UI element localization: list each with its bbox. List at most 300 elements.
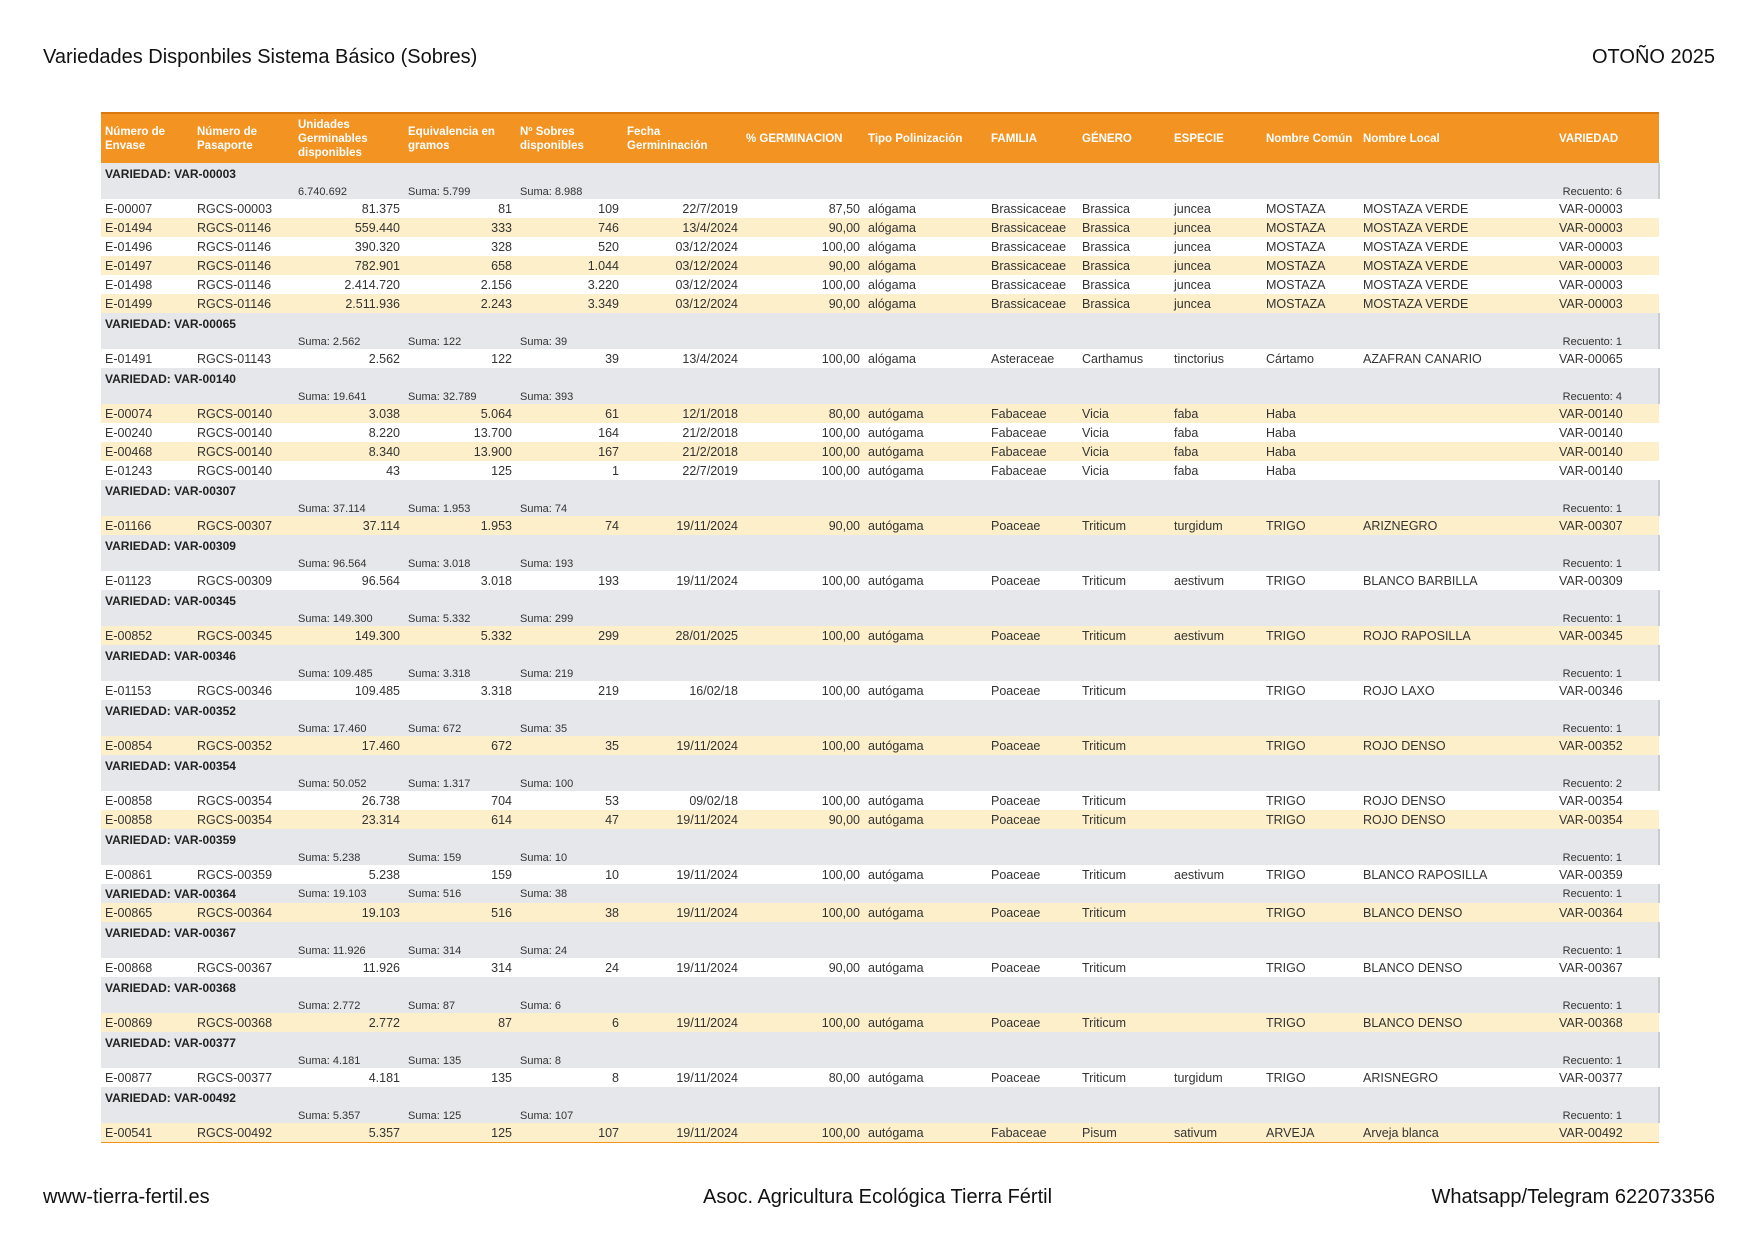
table-cell: 22/7/2019 — [623, 461, 742, 480]
table-cell: RGCS-00368 — [193, 1013, 294, 1032]
table-cell: 3.349 — [516, 294, 623, 313]
table-cell: juncea — [1170, 218, 1262, 237]
table-cell: 53 — [516, 791, 623, 810]
table-cell: TRIGO — [1262, 810, 1359, 829]
group-sums-row — [101, 847, 1659, 865]
table-cell — [1170, 736, 1262, 755]
group-count: Recuento: 1 — [1555, 884, 1659, 903]
table-cell — [1170, 958, 1262, 977]
table-cell: MOSTAZA VERDE — [1359, 294, 1555, 313]
table-cell: 3.318 — [404, 681, 516, 700]
group-spacer — [101, 847, 294, 865]
group-sum-envelopes: Suma: 107 — [516, 1105, 623, 1123]
group-sum-grams: Suma: 32.789 — [404, 386, 516, 404]
table-cell: Brassica — [1078, 256, 1170, 275]
table-row — [101, 810, 1659, 829]
group-title-row — [101, 368, 1659, 386]
table-cell: RGCS-00377 — [193, 1068, 294, 1087]
table-cell: RGCS-00354 — [193, 791, 294, 810]
table-cell: TRIGO — [1262, 571, 1359, 590]
table-cell: 90,00 — [742, 294, 864, 313]
table-cell: autógama — [864, 903, 987, 922]
group-sums-row — [101, 663, 1659, 681]
table-row — [101, 442, 1659, 461]
table-cell: 16/02/18 — [623, 681, 742, 700]
table-cell: juncea — [1170, 294, 1262, 313]
table-cell: Haba — [1262, 404, 1359, 423]
table-cell: 2.562 — [294, 349, 404, 368]
table-cell: Fabaceae — [987, 404, 1078, 423]
table-cell: 219 — [516, 681, 623, 700]
table-row — [101, 516, 1659, 535]
group-title-row — [101, 313, 1659, 331]
table-cell: 39 — [516, 349, 623, 368]
group-sums-row — [101, 773, 1659, 791]
group-title: VARIEDAD: VAR-00065 — [101, 313, 1555, 331]
col-header-fecha: Fecha Germininación — [623, 113, 742, 163]
table-cell — [1359, 404, 1555, 423]
table-cell: 19/11/2024 — [623, 1068, 742, 1087]
group-title-row — [101, 590, 1659, 608]
table-cell: 19/11/2024 — [623, 1123, 742, 1143]
group-sum-grams: Suma: 87 — [404, 995, 516, 1013]
group-title: VARIEDAD: VAR-00364 — [101, 884, 294, 903]
group-sums-row — [101, 995, 1659, 1013]
table-cell: Brassica — [1078, 199, 1170, 218]
group-sum-grams: Suma: 3.318 — [404, 663, 516, 681]
table-cell: alógama — [864, 294, 987, 313]
group-spacer — [101, 498, 294, 516]
group-title-edge — [1555, 977, 1659, 995]
group-title-row — [101, 535, 1659, 553]
table-cell: 746 — [516, 218, 623, 237]
table-cell: E-01494 — [101, 218, 193, 237]
group-sum-grams: Suma: 135 — [404, 1050, 516, 1068]
table-cell: juncea — [1170, 256, 1262, 275]
table-cell: 03/12/2024 — [623, 256, 742, 275]
table-row — [101, 294, 1659, 313]
table-cell: VAR-00065 — [1555, 349, 1659, 368]
table-cell: ARVEJA — [1262, 1123, 1359, 1143]
table-cell: autógama — [864, 404, 987, 423]
table-cell: 100,00 — [742, 1013, 864, 1032]
table-cell: 74 — [516, 516, 623, 535]
table-cell: Poaceae — [987, 626, 1078, 645]
table-cell: 21/2/2018 — [623, 442, 742, 461]
table-cell: Fabaceae — [987, 423, 1078, 442]
table-cell: Cártamo — [1262, 349, 1359, 368]
table-cell: RGCS-00307 — [193, 516, 294, 535]
table-cell: 5.332 — [404, 626, 516, 645]
col-header-unidades: Unidades Germinables disponibles — [294, 113, 404, 163]
table-cell: 5.064 — [404, 404, 516, 423]
table-cell: Brassicaceae — [987, 256, 1078, 275]
table-cell: Pisum — [1078, 1123, 1170, 1143]
table-cell: 100,00 — [742, 865, 864, 884]
table-cell: Poaceae — [987, 865, 1078, 884]
group-title: VARIEDAD: VAR-00377 — [101, 1032, 1555, 1050]
table-cell: TRIGO — [1262, 1013, 1359, 1032]
group-title-edge — [1555, 829, 1659, 847]
table-cell: RGCS-00359 — [193, 865, 294, 884]
table-cell: 109 — [516, 199, 623, 218]
table-cell: 19/11/2024 — [623, 571, 742, 590]
table-cell: E-00468 — [101, 442, 193, 461]
table-cell: autógama — [864, 626, 987, 645]
table-cell — [1170, 1013, 1262, 1032]
col-header-germinacion: % GERMINACION — [742, 113, 864, 163]
group-spacer — [623, 331, 1555, 349]
table-cell: Vicia — [1078, 423, 1170, 442]
group-title: VARIEDAD: VAR-00359 — [101, 829, 1555, 847]
group-title-row — [101, 645, 1659, 663]
table-cell: aestivum — [1170, 571, 1262, 590]
table-cell: 704 — [404, 791, 516, 810]
group-title-row — [101, 977, 1659, 995]
table-cell: 520 — [516, 237, 623, 256]
table-cell: 03/12/2024 — [623, 275, 742, 294]
table-cell: 299 — [516, 626, 623, 645]
group-sum-units: Suma: 2.772 — [294, 995, 404, 1013]
table-cell: MOSTAZA — [1262, 237, 1359, 256]
table-row — [101, 461, 1659, 480]
table-cell: 333 — [404, 218, 516, 237]
table-cell: E-01499 — [101, 294, 193, 313]
table-cell: juncea — [1170, 199, 1262, 218]
col-header-envase: Número de Envase — [101, 113, 193, 163]
table-cell: TRIGO — [1262, 865, 1359, 884]
group-count: Recuento: 1 — [1555, 718, 1659, 736]
table-cell: 328 — [404, 237, 516, 256]
table-cell: Brassica — [1078, 218, 1170, 237]
table-cell: Poaceae — [987, 903, 1078, 922]
group-sum-envelopes: Suma: 100 — [516, 773, 623, 791]
group-sum-grams: Suma: 159 — [404, 847, 516, 865]
table-cell: 19/11/2024 — [623, 736, 742, 755]
table-cell: 81 — [404, 199, 516, 218]
group-spacer — [101, 1050, 294, 1068]
table-cell: Haba — [1262, 442, 1359, 461]
table-row — [101, 199, 1659, 218]
table-cell: RGCS-00140 — [193, 442, 294, 461]
table-cell: RGCS-01146 — [193, 237, 294, 256]
season-label: OTOÑO 2025 — [1591, 46, 1715, 68]
table-cell: VAR-00377 — [1555, 1068, 1659, 1087]
table-cell: ROJO RAPOSILLA — [1359, 626, 1555, 645]
table-row — [101, 237, 1659, 256]
table-cell: RGCS-00354 — [193, 810, 294, 829]
table-cell: E-00007 — [101, 199, 193, 218]
table-cell: ARIZNEGRO — [1359, 516, 1555, 535]
group-title: VARIEDAD: VAR-00140 — [101, 368, 1555, 386]
table-cell: Arveja blanca — [1359, 1123, 1555, 1143]
table-cell: E-01498 — [101, 275, 193, 294]
group-sum-units: Suma: 149.300 — [294, 608, 404, 626]
group-spacer — [623, 181, 1555, 199]
table-cell: Triticum — [1078, 810, 1170, 829]
table-cell: 38 — [516, 903, 623, 922]
table-cell: RGCS-01146 — [193, 275, 294, 294]
table-cell: 2.156 — [404, 275, 516, 294]
group-sum-envelopes: Suma: 24 — [516, 940, 623, 958]
group-sum-units: Suma: 19.641 — [294, 386, 404, 404]
table-cell: BLANCO BARBILLA — [1359, 571, 1555, 590]
table-cell: 107 — [516, 1123, 623, 1143]
group-sum-grams: Suma: 5.332 — [404, 608, 516, 626]
group-title: VARIEDAD: VAR-00492 — [101, 1087, 1555, 1105]
group-sum-units: Suma: 11.926 — [294, 940, 404, 958]
group-count: Recuento: 1 — [1555, 847, 1659, 865]
table-cell: Fabaceae — [987, 1123, 1078, 1143]
table-cell: VAR-00003 — [1555, 218, 1659, 237]
group-spacer — [623, 995, 1555, 1013]
table-cell: 12/1/2018 — [623, 404, 742, 423]
group-header-row — [101, 884, 1659, 903]
col-header-nombre-comun: Nombre Común — [1262, 113, 1359, 163]
group-count: Recuento: 4 — [1555, 386, 1659, 404]
group-title-row — [101, 480, 1659, 498]
table-cell: tinctorius — [1170, 349, 1262, 368]
table-cell: Poaceae — [987, 736, 1078, 755]
group-sums-row — [101, 1105, 1659, 1123]
table-cell: 90,00 — [742, 958, 864, 977]
table-cell: 10 — [516, 865, 623, 884]
group-spacer — [623, 940, 1555, 958]
table-cell: 135 — [404, 1068, 516, 1087]
table-cell: 100,00 — [742, 681, 864, 700]
table-cell: 13.700 — [404, 423, 516, 442]
group-sum-envelopes: Suma: 39 — [516, 331, 623, 349]
table-cell: 90,00 — [742, 218, 864, 237]
table-cell: 100,00 — [742, 1123, 864, 1143]
group-title: VARIEDAD: VAR-00368 — [101, 977, 1555, 995]
table-cell: 5.238 — [294, 865, 404, 884]
table-cell: MOSTAZA VERDE — [1359, 256, 1555, 275]
table-cell: E-00868 — [101, 958, 193, 977]
group-sums-row — [101, 940, 1659, 958]
table-cell: MOSTAZA VERDE — [1359, 237, 1555, 256]
group-sums-row — [101, 181, 1659, 199]
table-cell: 2.772 — [294, 1013, 404, 1032]
table-cell: Poaceae — [987, 791, 1078, 810]
table-cell: TRIGO — [1262, 736, 1359, 755]
table-cell: 559.440 — [294, 218, 404, 237]
table-row — [101, 256, 1659, 275]
table-cell: TRIGO — [1262, 681, 1359, 700]
table-cell: Triticum — [1078, 958, 1170, 977]
table-cell: 167 — [516, 442, 623, 461]
group-spacer — [101, 663, 294, 681]
group-spacer — [623, 847, 1555, 865]
table-cell: E-00852 — [101, 626, 193, 645]
table-cell: Vicia — [1078, 461, 1170, 480]
table-cell: VAR-00003 — [1555, 294, 1659, 313]
table-cell: autógama — [864, 1013, 987, 1032]
table-cell: 125 — [404, 1123, 516, 1143]
table-cell: MOSTAZA — [1262, 256, 1359, 275]
table-cell: AZAFRAN CANARIO — [1359, 349, 1555, 368]
col-header-polinizacion: Tipo Polinización — [864, 113, 987, 163]
table-cell: E-01123 — [101, 571, 193, 590]
table-cell: Vicia — [1078, 442, 1170, 461]
table-row — [101, 404, 1659, 423]
table-body — [101, 163, 1659, 1143]
group-count: Recuento: 1 — [1555, 331, 1659, 349]
table-cell: MOSTAZA — [1262, 218, 1359, 237]
table-cell: MOSTAZA — [1262, 294, 1359, 313]
table-cell: TRIGO — [1262, 1068, 1359, 1087]
table-cell: E-00858 — [101, 810, 193, 829]
group-sum-units: Suma: 4.181 — [294, 1050, 404, 1068]
table-cell — [1170, 810, 1262, 829]
col-header-especie: ESPECIE — [1170, 113, 1262, 163]
table-cell: RGCS-00345 — [193, 626, 294, 645]
group-title-row — [101, 700, 1659, 718]
table-cell: 37.114 — [294, 516, 404, 535]
table-cell: 516 — [404, 903, 516, 922]
table-cell: ARISNEGRO — [1359, 1068, 1555, 1087]
table-cell: autógama — [864, 865, 987, 884]
table-cell: 90,00 — [742, 516, 864, 535]
group-sum-grams: Suma: 1.953 — [404, 498, 516, 516]
table-cell: VAR-00140 — [1555, 404, 1659, 423]
table-cell: VAR-00307 — [1555, 516, 1659, 535]
table-cell: Fabaceae — [987, 461, 1078, 480]
group-sum-units: 6.740.692 — [294, 181, 404, 199]
table-cell: 614 — [404, 810, 516, 829]
table-cell: E-01153 — [101, 681, 193, 700]
table-cell: 90,00 — [742, 256, 864, 275]
group-count: Recuento: 1 — [1555, 608, 1659, 626]
table-cell: 24 — [516, 958, 623, 977]
table-cell: MOSTAZA — [1262, 275, 1359, 294]
group-title-row — [101, 163, 1659, 181]
table-cell: MOSTAZA VERDE — [1359, 275, 1555, 294]
table-cell: 19.103 — [294, 903, 404, 922]
group-spacer — [623, 718, 1555, 736]
table-cell: TRIGO — [1262, 626, 1359, 645]
table-cell: 5.357 — [294, 1123, 404, 1143]
table-cell: Brassicaceae — [987, 237, 1078, 256]
table-cell: VAR-00354 — [1555, 791, 1659, 810]
table-cell: Brassica — [1078, 237, 1170, 256]
table-cell: 1 — [516, 461, 623, 480]
table-cell: E-01243 — [101, 461, 193, 480]
table-cell: aestivum — [1170, 865, 1262, 884]
table-cell: 80,00 — [742, 404, 864, 423]
group-title-edge — [1555, 755, 1659, 773]
table-cell: 3.018 — [404, 571, 516, 590]
table-cell: faba — [1170, 404, 1262, 423]
table-cell: E-01497 — [101, 256, 193, 275]
table-cell: 19/11/2024 — [623, 516, 742, 535]
table-row — [101, 681, 1659, 700]
table-cell: 109.485 — [294, 681, 404, 700]
table-cell: 193 — [516, 571, 623, 590]
table-cell: RGCS-01146 — [193, 256, 294, 275]
table-cell: TRIGO — [1262, 958, 1359, 977]
table-cell: VAR-00003 — [1555, 199, 1659, 218]
group-sums-row — [101, 718, 1659, 736]
table-cell: E-00865 — [101, 903, 193, 922]
table-cell: 09/02/18 — [623, 791, 742, 810]
table-cell — [1359, 442, 1555, 461]
table-cell: 100,00 — [742, 736, 864, 755]
table-cell: 100,00 — [742, 903, 864, 922]
group-title: VARIEDAD: VAR-00354 — [101, 755, 1555, 773]
table-cell: VAR-00003 — [1555, 237, 1659, 256]
table-cell: juncea — [1170, 237, 1262, 256]
table-cell: VAR-00140 — [1555, 461, 1659, 480]
table-cell: 81.375 — [294, 199, 404, 218]
table-cell: 658 — [404, 256, 516, 275]
group-sum-units: Suma: 50.052 — [294, 773, 404, 791]
table-cell: Triticum — [1078, 791, 1170, 810]
table-cell: VAR-00309 — [1555, 571, 1659, 590]
group-sum-units: Suma: 17.460 — [294, 718, 404, 736]
table-cell: 8.220 — [294, 423, 404, 442]
table-cell: 782.901 — [294, 256, 404, 275]
table-cell: 100,00 — [742, 442, 864, 461]
table-cell: 100,00 — [742, 423, 864, 442]
group-title: VARIEDAD: VAR-00367 — [101, 922, 1555, 940]
col-header-sobres: Nº Sobres disponibles — [516, 113, 623, 163]
table-cell: ROJO DENSO — [1359, 791, 1555, 810]
group-sum-envelopes: Suma: 8.988 — [516, 181, 623, 199]
group-sums-row — [101, 498, 1659, 516]
group-count: Recuento: 1 — [1555, 940, 1659, 958]
table-cell: Triticum — [1078, 865, 1170, 884]
table-cell: 87,50 — [742, 199, 864, 218]
table-cell: 159 — [404, 865, 516, 884]
table-cell: 100,00 — [742, 237, 864, 256]
table-cell: VAR-00368 — [1555, 1013, 1659, 1032]
col-header-familia: FAMILIA — [987, 113, 1078, 163]
table-cell: RGCS-01143 — [193, 349, 294, 368]
table-cell: 03/12/2024 — [623, 294, 742, 313]
table-cell: VAR-00492 — [1555, 1123, 1659, 1143]
table-cell: VAR-00367 — [1555, 958, 1659, 977]
table-cell: 2.243 — [404, 294, 516, 313]
table-cell: ROJO DENSO — [1359, 810, 1555, 829]
group-title-edge — [1555, 535, 1659, 553]
table-cell: 19/11/2024 — [623, 865, 742, 884]
group-spacer — [623, 498, 1555, 516]
group-sum-envelopes: Suma: 219 — [516, 663, 623, 681]
table-cell: 100,00 — [742, 349, 864, 368]
table-row — [101, 275, 1659, 294]
table-row — [101, 626, 1659, 645]
table-cell: VAR-00346 — [1555, 681, 1659, 700]
group-sum-envelopes: Suma: 35 — [516, 718, 623, 736]
group-title-edge — [1555, 313, 1659, 331]
group-title-row — [101, 922, 1659, 940]
table-cell: RGCS-00352 — [193, 736, 294, 755]
group-sum-grams: Suma: 3.018 — [404, 553, 516, 571]
table-cell: 100,00 — [742, 275, 864, 294]
table-header-row — [101, 113, 1659, 163]
table-cell: autógama — [864, 1123, 987, 1143]
table-cell: VAR-00345 — [1555, 626, 1659, 645]
table-cell: 8 — [516, 1068, 623, 1087]
table-cell: VAR-00140 — [1555, 442, 1659, 461]
group-sums-row — [101, 1050, 1659, 1068]
table-cell: RGCS-00492 — [193, 1123, 294, 1143]
footer-association: Asoc. Agricultura Ecológica Tierra Fértil — [702, 1186, 1053, 1208]
table-cell: faba — [1170, 461, 1262, 480]
group-title-edge — [1555, 1087, 1659, 1105]
table-cell: RGCS-01146 — [193, 294, 294, 313]
